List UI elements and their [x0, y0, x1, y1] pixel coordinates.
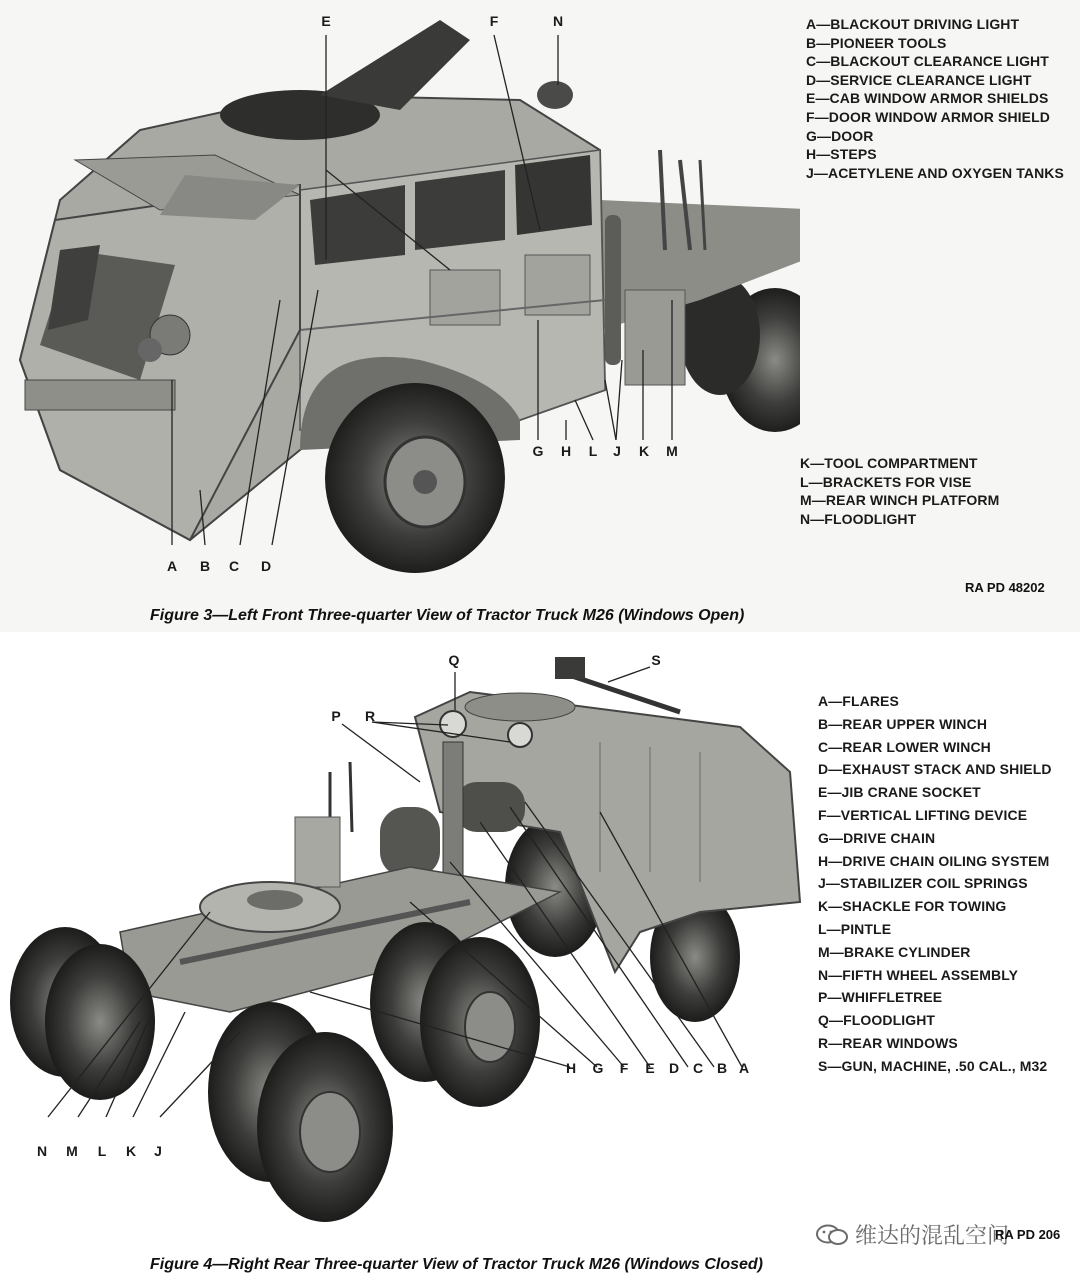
figure-3-legend-continued	[800, 454, 999, 528]
callout-B: B	[199, 558, 211, 574]
wechat-logo-icon	[815, 1224, 849, 1246]
figure-4-reference-number: RA PD 206	[995, 1227, 1061, 1242]
legend-item: C—REAR LOWER WINCH	[818, 738, 991, 755]
figure-4-caption: Figure 4—Right Rear Three-quarter View of Tractor Truck M26 (Windows Closed)	[150, 1256, 763, 1273]
legend-item: B—PIONEER TOOLS	[806, 34, 947, 51]
callout-M: M	[666, 443, 678, 459]
figure-3-reference-number: RA PD 48202	[965, 580, 1045, 595]
watermark-text: 维达的混乱空间	[855, 1224, 1010, 1249]
callout-Q: Q	[448, 652, 460, 668]
callout-H: H	[565, 1060, 577, 1076]
legend-item: J—ACETYLENE AND OXYGEN TANKS	[806, 164, 1064, 181]
callout-G: G	[532, 443, 544, 459]
legend-item: D—SERVICE CLEARANCE LIGHT	[806, 71, 1032, 88]
legend-item: P—WHIFFLETREE	[818, 989, 943, 1006]
legend-item: C—BLACKOUT CLEARANCE LIGHT	[806, 53, 1049, 70]
callout-L: L	[588, 443, 598, 459]
legend-item: B—REAR UPPER WINCH	[818, 715, 988, 732]
legend-item: F—VERTICAL LIFTING DEVICE	[818, 806, 1028, 823]
legend-item: K—SHACKLE FOR TOWING	[818, 898, 1007, 915]
figure-3-legend	[806, 15, 1064, 182]
callout-J: J	[154, 1143, 162, 1159]
figure-4-legend	[818, 690, 1052, 1078]
callout-C: C	[228, 558, 240, 574]
figure-3-caption: Figure 3—Left Front Three-quarter View of Tractor Truck M26 (Windows Open)	[150, 607, 745, 624]
watermark	[815, 1219, 1009, 1250]
legend-item: H—STEPS	[806, 146, 877, 163]
legend-item: S—GUN, MACHINE, .50 CAL., M32	[818, 1057, 1048, 1074]
callout-D: D	[260, 558, 272, 574]
legend-item: J—STABILIZER COIL SPRINGS	[818, 875, 1028, 892]
callout-M: M	[66, 1143, 78, 1159]
legend-item: L—BRACKETS FOR VISE	[800, 473, 972, 490]
callout-A: A	[738, 1060, 750, 1076]
callout-L: L	[97, 1143, 107, 1159]
callout-N: N	[36, 1143, 48, 1159]
legend-item: G—DOOR	[806, 127, 874, 144]
legend-item: E—CAB WINDOW ARMOR SHIELDS	[806, 90, 1049, 107]
legend-item: M—REAR WINCH PLATFORM	[800, 492, 1000, 509]
legend-item: N—FIFTH WHEEL ASSEMBLY	[818, 966, 1019, 983]
callout-C: C	[692, 1060, 704, 1076]
legend-item: D—EXHAUST STACK AND SHIELD	[818, 761, 1052, 778]
legend-item: M—BRAKE CYLINDER	[818, 943, 971, 960]
legend-item: E—JIB CRANE SOCKET	[818, 784, 981, 801]
callout-F: F	[489, 13, 499, 29]
callout-R: R	[364, 708, 376, 724]
legend-item: L—PINTLE	[818, 920, 892, 937]
legend-item: R—REAR WINDOWS	[818, 1034, 958, 1051]
callout-N: N	[552, 13, 564, 29]
legend-item: G—DRIVE CHAIN	[818, 829, 936, 846]
legend-item: A—BLACKOUT DRIVING LIGHT	[806, 16, 1020, 32]
legend-item: H—DRIVE CHAIN OILING SYSTEM	[818, 852, 1050, 869]
callout-P: P	[331, 708, 341, 724]
callout-S: S	[651, 652, 661, 668]
truck-front-view-illustration	[0, 0, 800, 600]
callout-A: A	[166, 558, 178, 574]
callout-K: K	[638, 443, 650, 459]
callout-K: K	[125, 1143, 137, 1159]
figure-4	[0, 632, 1080, 1287]
callout-J: J	[613, 443, 621, 459]
truck-rear-view-illustration	[0, 632, 810, 1232]
callout-D: D	[668, 1060, 680, 1076]
legend-item: N—FLOODLIGHT	[800, 510, 917, 527]
legend-item: A—FLARES	[818, 693, 899, 709]
legend-item: Q—FLOODLIGHT	[818, 1012, 936, 1029]
figure-3	[0, 0, 1080, 632]
callout-G: G	[592, 1060, 604, 1076]
callout-E: E	[645, 1060, 655, 1076]
legend-item: F—DOOR WINDOW ARMOR SHIELD	[806, 108, 1050, 125]
callout-B: B	[716, 1060, 728, 1076]
callout-E: E	[321, 13, 331, 29]
callout-F: F	[619, 1060, 629, 1076]
callout-H: H	[560, 443, 572, 459]
legend-item: K—TOOL COMPARTMENT	[800, 455, 978, 471]
